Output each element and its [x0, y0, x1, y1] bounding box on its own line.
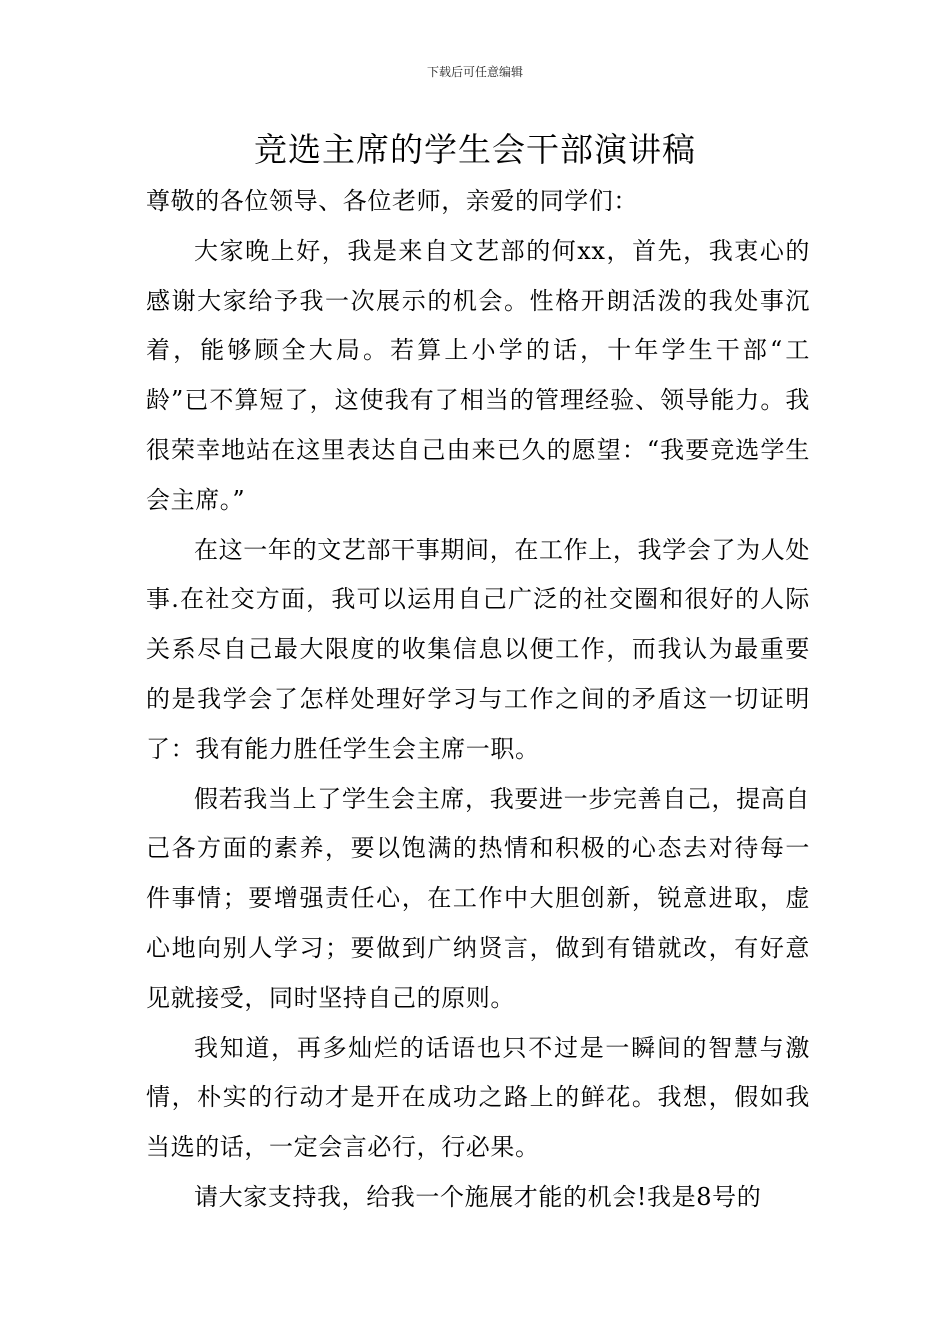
paragraph-3: 假若我当上了学生会主席，我要进一步完善自己，提高自己各方面的素养，要以饱满的热情和积极的心态去对待每一件事情；要增强责任心，在工作中大胆创新，锐意进取，虚心地向别人学习；要做到广纳贤言，做到有错就改，有好意见就接受，同时坚持自己的原则。	[146, 784, 810, 1012]
speech-body	[146, 177, 810, 1223]
paragraph-5: 请大家支持我，给我一个施展才能的机会!我是8号的	[194, 1182, 762, 1211]
paragraph-1: 大家晚上好，我是来自文艺部的何xx，首先，我衷心的感谢大家给予我一次展示的机会。性格开朗活泼的我处事沉着，能够顾全大局。若算上小学的话，十年学生干部“工龄”已不算短了，这使我有了相当的管理经验、领导能力。我很荣幸地站在这里表达自己由来已久的愿望：“我要竞选学生会主席。”	[146, 236, 810, 514]
salutation: 尊敬的各位领导、各位老师，亲爱的同学们：	[146, 187, 638, 215]
paragraph-4: 我知道，再多灿烂的话语也只不过是一瞬间的智慧与激情，朴实的行动才是开在成功之路上的鲜花。我想，假如我当选的话，一定会言必行，行必果。	[146, 1033, 810, 1162]
paragraph-2: 在这一年的文艺部干事期间，在工作上，我学会了为人处事.在社交方面，我可以运用自己广泛的社交圈和很好的人际关系尽自己最大限度的收集信息以便工作，而我认为最重要的是我学会了怎样处理好学习与工作之间的矛盾这一切证明了：我有能力胜任学生会主席一职。	[146, 535, 810, 763]
header-note: 下载后可任意编辑	[426, 65, 523, 79]
document-title: 竞选主席的学生会干部演讲稿	[254, 130, 696, 169]
